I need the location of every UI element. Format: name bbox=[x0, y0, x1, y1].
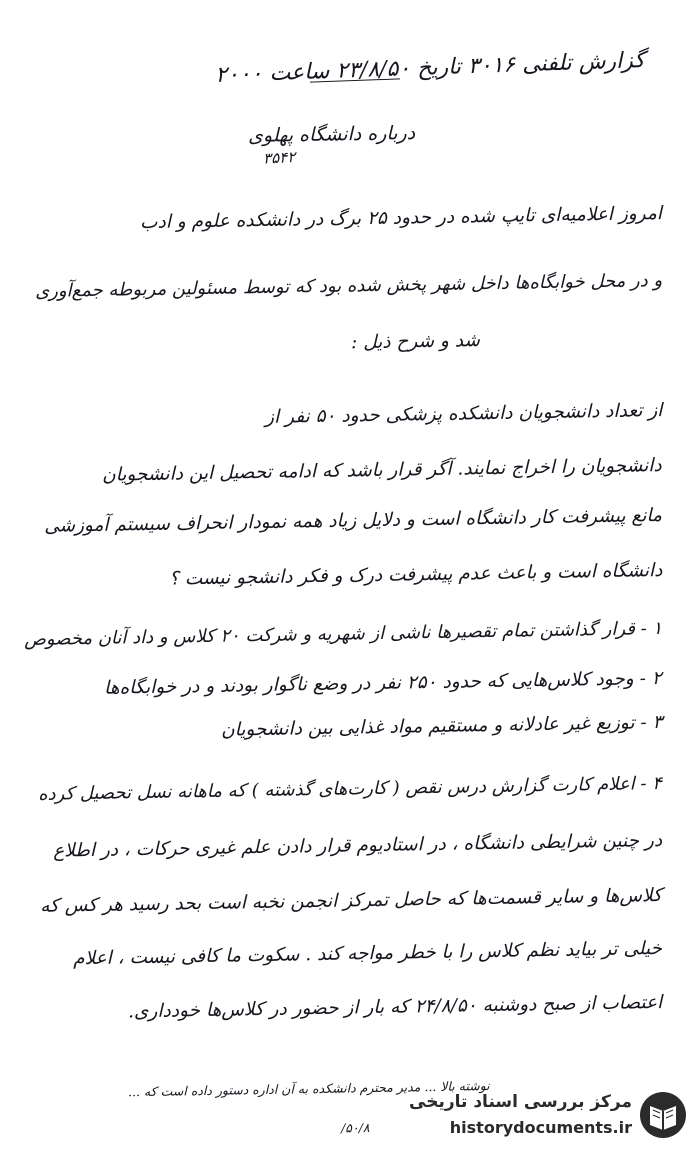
body-line: خیلی تر بیاید نظم کلاس را با خطر مواجه کند . سکوت ما کافی نیست ، اعلام bbox=[72, 938, 663, 970]
report-subject: درباره دانشگاه پهلوی bbox=[247, 122, 416, 147]
watermark bbox=[402, 1086, 692, 1144]
body-line: ۴ - اعلام کارت گزارش درس نقص ( کارت‌های گذشته ) که ماهانه نسل تحصیل کرده bbox=[38, 773, 663, 805]
body-line: در چنین شرایطی دانشگاه ، در استادیوم قرار دادن علم غیری حرکات ، در اطلاع bbox=[52, 830, 663, 862]
body-line: و در محل خوابگاه‌ها داخل شهر پخش شده بود که توسط مسئولین مربوطه جمع‌آوری bbox=[34, 270, 663, 302]
body-line: دانشجویان را اخراج نمایند. آگر قرار باشد که ادامه تحصیل این دانشجویان bbox=[102, 455, 663, 486]
body-line: ۱ - قرار گذاشتن تمام تقصیرها ناشی از شهریه و شرکت ۲۰ کلاس و داد آنان مخصوص bbox=[23, 618, 663, 651]
report-header: گزارش تلفنی ۳۰۱۶ تاریخ ۲۳/۸/۵۰ ساعت ۲۰۰۰ bbox=[215, 48, 646, 88]
watermark-url[interactable]: historydocuments.ir bbox=[449, 1118, 632, 1137]
body-line: دانشگاه است و باعث عدم پیشرفت درک و فکر دانشجو نیست ؟ bbox=[168, 560, 663, 590]
body-line: امروز اعلامیه‌ای تایپ شده در حدود ۲۵ برگ در دانشکده علوم و ادب bbox=[139, 203, 663, 234]
body-line: ۳ - توزیع غیر عادلانه و مستقیم مواد غذایی بین دانشجویان bbox=[220, 712, 663, 741]
reference-number: ۳۵۴۲ bbox=[262, 148, 296, 168]
body-line: مانع پیشرفت کار دانشگاه است و دلایل زیاد همه نمودار انحراف سیستم آموزشی bbox=[43, 505, 663, 537]
body-line: کلاس‌ها و سایر قسمت‌ها که حاصل تمرکز انجمن نخبه است بحد رسید هر کس که bbox=[40, 885, 663, 917]
body-line: ۲ - وجود کلاس‌هایی که حدود ۲۵۰ نفر در وضع ناگوار بودند و در خوابگاه‌ها bbox=[104, 668, 663, 699]
watermark-title: مرکز بررسی اسناد تاریخی bbox=[409, 1092, 632, 1112]
footer-date: ۵۰/۸/ bbox=[341, 1120, 371, 1136]
body-line: از تعداد دانشجویان دانشکده پزشکی حدود ۵۰ نفر از bbox=[264, 400, 663, 428]
body-line: شد و شرح ذیل : bbox=[350, 330, 481, 354]
book-emblem-icon bbox=[638, 1090, 688, 1140]
body-line: اعتصاب از صبح دوشنبه ۲۴/۸/۵۰ که بار از حضور در کلاس‌ها خودداری. bbox=[127, 992, 663, 1023]
footer-note: نوشته بالا ... مدیر محترم دانشکده به آن اداره دستور داده است که ... bbox=[128, 1078, 491, 1100]
